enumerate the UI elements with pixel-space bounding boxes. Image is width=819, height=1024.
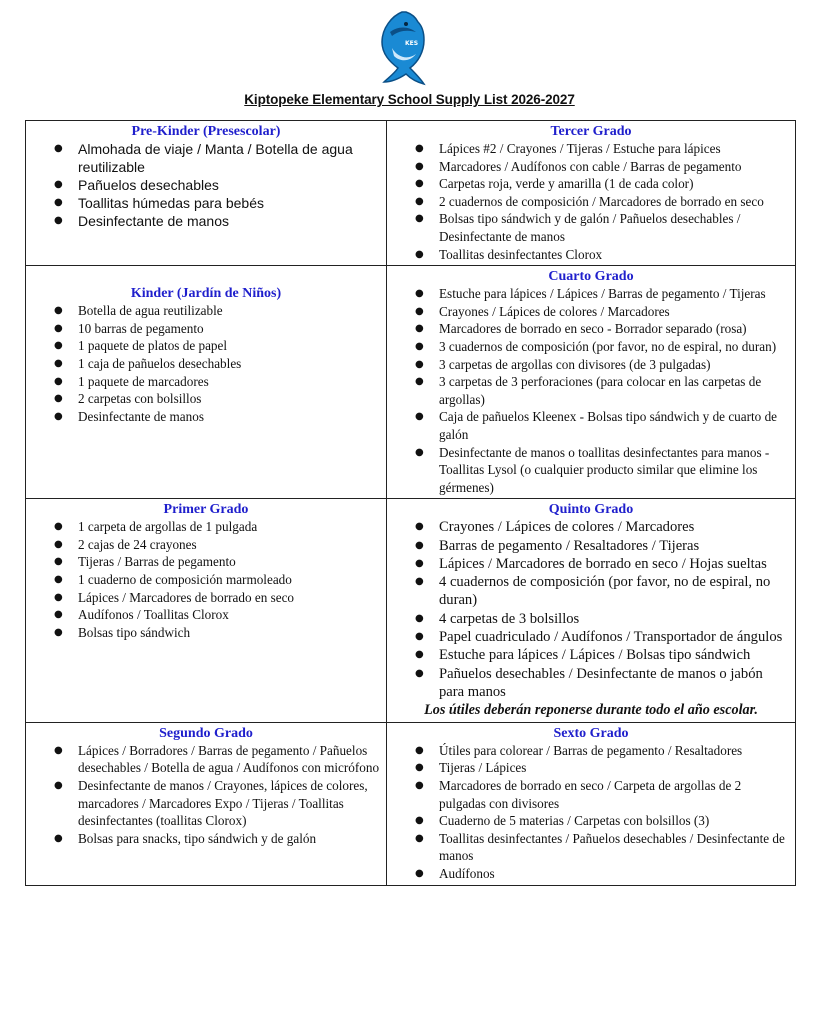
list-item: ● 3 cuadernos de composición (por favor, no de espiral, no duran): [391, 338, 791, 356]
list-item: ● Desinfectante de manos: [30, 408, 382, 426]
list-item: ● Tijeras / Barras de pegamento: [30, 553, 382, 571]
list-item: ● 2 cuadernos de composición / Marcadores de borrado en seco: [391, 193, 791, 211]
fifth-cell: [387, 499, 796, 723]
list-item: ● Bolsas para snacks, tipo sándwich y de galón: [30, 830, 382, 848]
list-item: ● Carpetas roja, verde y amarilla (1 de cada color): [391, 175, 791, 193]
list-item: ● 4 cuadernos de composición (por favor, no de espiral, no duran): [391, 573, 791, 610]
list-item: ● Bolsas tipo sándwich y de galón / Pañuelos desechables / Desinfectante de manos: [391, 210, 791, 245]
prek-list: [30, 140, 382, 230]
list-item: ● 10 barras de pegamento: [30, 320, 382, 338]
list-item: ● 1 paquete de marcadores: [30, 373, 382, 391]
table-row: [26, 121, 796, 266]
list-item: ● Desinfectante de manos o toallitas desinfectantes para manos - Toallitas Lysol (o cualquier producto similar que elimine los gérmenes): [391, 444, 791, 497]
school-logo: [372, 8, 442, 88]
kinder-heading: Kinder (Jardín de Niños): [130, 286, 282, 302]
list-item: ● Estuche para lápices / Lápices / Bolsas tipo sándwich: [391, 646, 791, 664]
list-item: ● Caja de pañuelos Kleenex - Bolsas tipo sándwich y de cuarto de galón: [391, 408, 791, 443]
list-item: ● Crayones / Lápices de colores / Marcadores: [391, 518, 791, 536]
third-list: [391, 140, 791, 263]
list-item: ● 2 carpetas con bolsillos: [30, 390, 382, 408]
list-item: ● Crayones / Lápices de colores / Marcadores: [391, 303, 791, 321]
list-item: ● Audífonos: [391, 865, 791, 883]
second-list: [30, 742, 382, 848]
list-item: ● Cuaderno de 5 materias / Carpetas con bolsillos (3): [391, 812, 791, 830]
list-item: ● Botella de agua reutilizable: [30, 302, 382, 320]
replenish-note: Los útiles deberán reponerse durante todo el año escolar.: [424, 702, 758, 719]
table-row: [26, 266, 796, 499]
kinder-list: [30, 302, 382, 425]
fourth-heading: Cuarto Grado: [548, 269, 634, 285]
list-item: ● 3 carpetas de argollas con divisores (de 3 pulgadas): [391, 356, 791, 374]
list-item: ● Tijeras / Lápices: [391, 759, 791, 777]
fourth-list: [391, 285, 791, 496]
list-item: ● Barras de pegamento / Resaltadores / Tijeras: [391, 537, 791, 555]
list-item: ● 1 carpeta de argollas de 1 pulgada: [30, 518, 382, 536]
supply-table: [25, 120, 796, 886]
list-item: ● Útiles para colorear / Barras de pegamento / Resaltadores: [391, 742, 791, 760]
list-item: ● Estuche para lápices / Lápices / Barras de pegamento / Tijeras: [391, 285, 791, 303]
fifth-heading: Quinto Grado: [548, 502, 634, 518]
first-list: [30, 518, 382, 641]
table-row: [26, 722, 796, 885]
list-item: ● Marcadores / Audífonos con cable / Barras de pegamento: [391, 158, 791, 176]
list-item: ● 1 cuaderno de composición marmoleado: [30, 571, 382, 589]
third-heading: Tercer Grado: [550, 124, 632, 139]
sixth-heading: Sexto Grado: [553, 725, 629, 741]
list-item: ● Pañuelos desechables / Desinfectante de manos o jabón para manos: [391, 665, 791, 702]
fourth-cell: [387, 266, 796, 499]
list-item: ● Pañuelos desechables: [30, 176, 382, 194]
svg-text:KES: KES: [405, 40, 419, 47]
sixth-list: [391, 742, 791, 883]
first-cell: [26, 499, 387, 723]
sixth-cell: [387, 722, 796, 885]
list-item: ● Papel cuadriculado / Audífonos / Transportador de ángulos: [391, 628, 791, 646]
prek-cell: [26, 121, 387, 266]
list-item: ● Lápices / Borradores / Barras de pegamento / Pañuelos desechables / Botella de agua / Audífonos con micrófono: [30, 742, 382, 777]
list-item: ● Toallitas desinfectantes / Pañuelos desechables / Desinfectante de manos: [391, 830, 791, 865]
fifth-list: [391, 518, 791, 701]
dolphin-icon: [372, 8, 442, 88]
kinder-cell: [26, 266, 387, 499]
list-item: ● 3 carpetas de 3 perforaciones (para colocar en las carpetas de argollas): [391, 373, 791, 408]
list-item: ● Toallitas húmedas para bebés: [30, 194, 382, 212]
list-item: ● 1 caja de pañuelos desechables: [30, 355, 382, 373]
page-title: Kiptopeke Elementary School Supply List 2026-2027: [244, 92, 575, 107]
list-item: ● Toallitas desinfectantes Clorox: [391, 246, 791, 264]
list-item: ● Desinfectante de manos: [30, 212, 382, 230]
list-item: ● 4 carpetas de 3 bolsillos: [391, 610, 791, 628]
prek-heading: Pre-Kinder (Presescolar): [131, 124, 281, 139]
list-item: ● Lápices / Marcadores de borrado en seco: [30, 589, 382, 607]
list-item: ● Marcadores de borrado en seco / Carpeta de argollas de 2 pulgadas con divisores: [391, 777, 791, 812]
list-item: ● Almohada de viaje / Manta / Botella de agua reutilizable: [30, 140, 382, 176]
table-row: [26, 499, 796, 723]
first-heading: Primer Grado: [163, 502, 249, 518]
second-heading: Segundo Grado: [159, 725, 253, 741]
list-item: ● 2 cajas de 24 crayones: [30, 536, 382, 554]
list-item: ● Lápices #2 / Crayones / Tijeras / Estuche para lápices: [391, 140, 791, 158]
list-item: ● Lápices / Marcadores de borrado en seco / Hojas sueltas: [391, 555, 791, 573]
list-item: ● Bolsas tipo sándwich: [30, 624, 382, 642]
list-item: ● 1 paquete de platos de papel: [30, 337, 382, 355]
list-item: ● Audífonos / Toallitas Clorox: [30, 606, 382, 624]
list-item: ● Desinfectante de manos / Crayones, lápices de colores, marcadores / Marcadores Expo / Tijeras / Toallitas desinfectantes (toallitas Clorox): [30, 777, 382, 830]
third-cell: [387, 121, 796, 266]
list-item: ● Marcadores de borrado en seco - Borrador separado (rosa): [391, 320, 791, 338]
second-cell: [26, 722, 387, 885]
